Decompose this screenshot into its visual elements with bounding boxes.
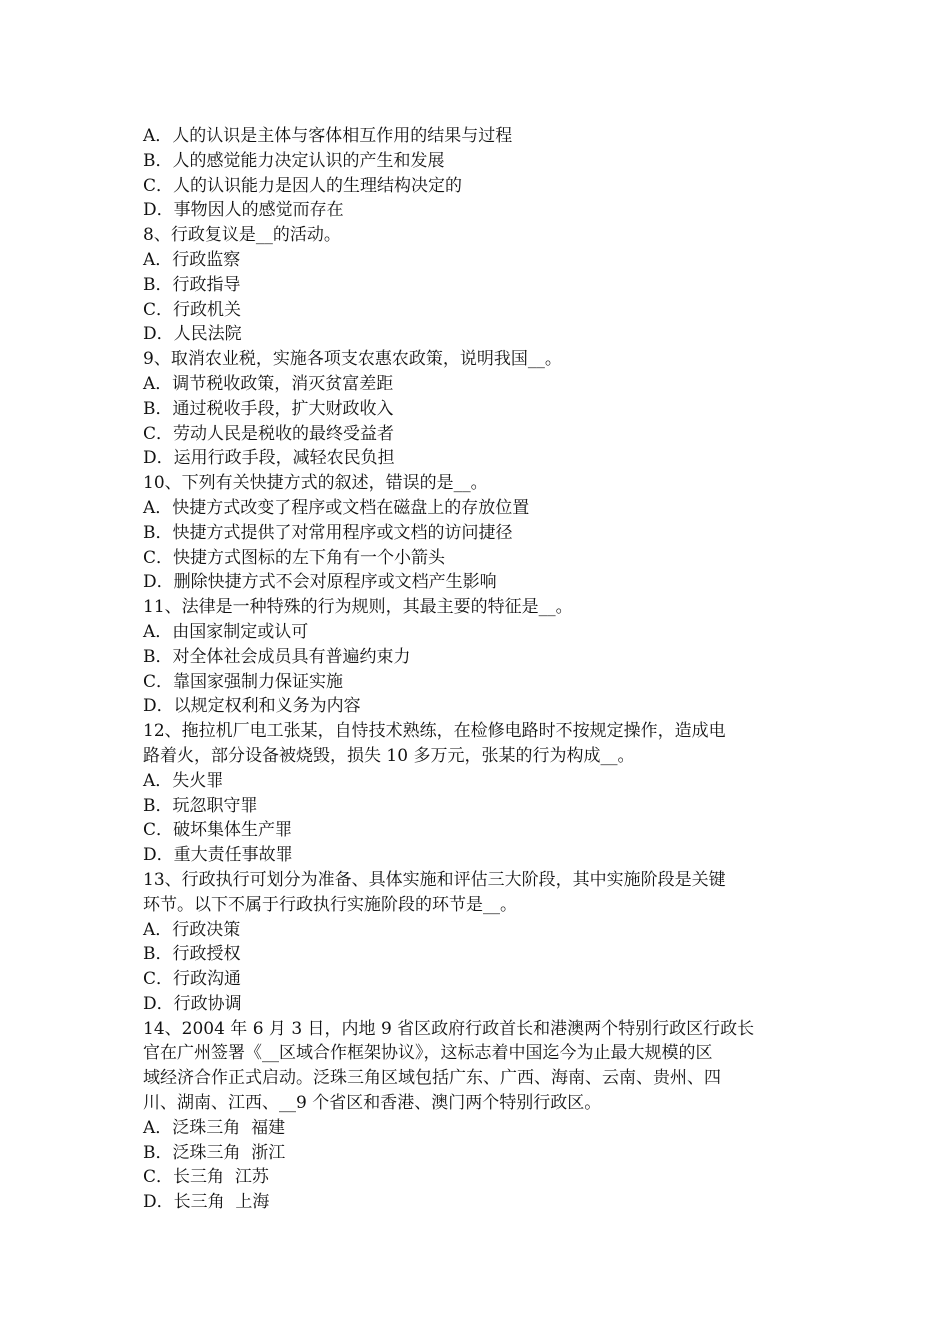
answer-option: [143, 1165, 807, 1190]
question-text-line: 官在广州签署《__区域合作框架协议》，这标志着中国迄今为止最大规模的区: [143, 1043, 713, 1064]
question-text: 10、下列有关快捷方式的叙述，错误的是__。: [143, 473, 488, 494]
answer-option: [143, 645, 807, 670]
option-text: B．人的感觉能力决定认识的产生和发展: [143, 150, 445, 171]
answer-option: [143, 124, 807, 149]
option-text: B．行政授权: [143, 944, 241, 965]
question-9: [143, 347, 807, 372]
answer-option: [143, 174, 807, 199]
answer-option: [143, 298, 807, 323]
question-11: [143, 595, 807, 620]
answer-option: [143, 322, 807, 347]
answer-option: [143, 273, 807, 298]
question-text-line: 13、行政执行可划分为准备、具体实施和评估三大阶段，其中实施阶段是关键: [143, 869, 726, 890]
answer-option: [143, 446, 807, 471]
option-text: C．劳动人民是税收的最终受益者: [143, 423, 395, 444]
option-text: D．删除快捷方式不会对原程序或文档产生影响: [143, 572, 497, 593]
option-text: D．长三角 上海: [143, 1192, 270, 1213]
question-text: 11、法律是一种特殊的行为规则，其最主要的特征是__。: [143, 597, 573, 618]
option-text: B．泛珠三角 浙江: [143, 1142, 286, 1163]
option-text: A．人的认识是主体与客体相互作用的结果与过程: [143, 126, 513, 146]
option-text: A．调节税收政策，消灭贫富差距: [143, 373, 394, 394]
answer-option: [143, 521, 807, 546]
option-text: A．由国家制定或认可: [143, 621, 309, 642]
answer-option: [143, 372, 807, 397]
option-text: B．玩忽职守罪: [143, 795, 258, 816]
answer-option: [143, 570, 807, 595]
question-text: 9、取消农业税，实施各项支农惠农政策，说明我国__。: [143, 349, 562, 370]
question-8: [143, 223, 807, 248]
answer-option: [143, 422, 807, 447]
option-text: A．行政决策: [143, 919, 241, 940]
answer-option: [143, 967, 807, 992]
answer-option: [143, 1116, 807, 1141]
option-text: D．运用行政手段，减轻农民负担: [143, 448, 395, 469]
option-text: B．对全体社会成员具有普遍约束力: [143, 646, 411, 667]
answer-option: [143, 694, 807, 719]
option-text: D．人民法院: [143, 324, 242, 345]
answer-option: [143, 149, 807, 174]
option-text: B．行政指导: [143, 274, 241, 295]
answer-option: [143, 397, 807, 422]
question-text: 8、行政复议是__的活动。: [143, 225, 341, 246]
option-text: C．破坏集体生产罪: [143, 820, 293, 841]
option-text: D．重大责任事故罪: [143, 845, 293, 866]
question-text-line: 川、湖南、江西、__9 个省区和香港、澳门两个特别行政区。: [143, 1093, 602, 1114]
question-text-line: 14、2004 年 6 月 3 日，内地 9 省区政府行政首长和港澳两个特别行政区行政长: [143, 1018, 755, 1039]
question-14: [143, 1017, 807, 1116]
answer-option: [143, 1190, 807, 1215]
option-text: B．快捷方式提供了对常用程序或文档的访问捷径: [143, 522, 513, 543]
option-text: A．快捷方式改变了程序或文档在磁盘上的存放位置: [143, 497, 530, 518]
option-text: D．以规定权利和义务为内容: [143, 696, 361, 717]
question-text-line: 域经济合作正式启动。泛珠三角区域包括广东、广西、海南、云南、贵州、四: [143, 1068, 721, 1089]
option-text: C．长三角 江苏: [143, 1167, 269, 1188]
answer-option: [143, 496, 807, 521]
answer-option: [143, 942, 807, 967]
option-text: C．行政机关: [143, 299, 242, 320]
answer-option: [143, 843, 807, 868]
option-text: C．快捷方式图标的左下角有一个小箭头: [143, 547, 446, 568]
question-10: [143, 471, 807, 496]
answer-option: [143, 248, 807, 273]
option-text: C．行政沟通: [143, 969, 242, 990]
option-text: A．泛珠三角 福建: [143, 1117, 286, 1138]
answer-option: [143, 918, 807, 943]
question-13: [143, 868, 807, 918]
answer-option: [143, 198, 807, 223]
option-text: A．失火罪: [143, 770, 224, 791]
option-text: C．靠国家强制力保证实施: [143, 671, 344, 692]
option-text: B．通过税收手段，扩大财政收入: [143, 398, 394, 419]
answer-option: [143, 1141, 807, 1166]
option-text: C．人的认识能力是因人的生理结构决定的: [143, 175, 463, 196]
option-text: A．行政监察: [143, 249, 241, 270]
document-body: [143, 124, 807, 1215]
option-text: D．事物因人的感觉而存在: [143, 200, 344, 221]
answer-option: [143, 992, 807, 1017]
answer-option: [143, 769, 807, 794]
answer-option: [143, 546, 807, 571]
question-12: [143, 719, 807, 769]
answer-option: [143, 818, 807, 843]
option-text: D．行政协调: [143, 993, 242, 1014]
answer-option: [143, 670, 807, 695]
question-text-line: 12、拖拉机厂电工张某，自恃技术熟练，在检修电路时不按规定操作，造成电: [143, 721, 726, 742]
answer-option: [143, 794, 807, 819]
answer-option: [143, 620, 807, 645]
question-text-line: 环节。以下不属于行政执行实施阶段的环节是__。: [143, 894, 517, 915]
question-text-line: 路着火，部分设备被烧毁，损失 10 多万元，张某的行为构成__。: [143, 745, 635, 766]
